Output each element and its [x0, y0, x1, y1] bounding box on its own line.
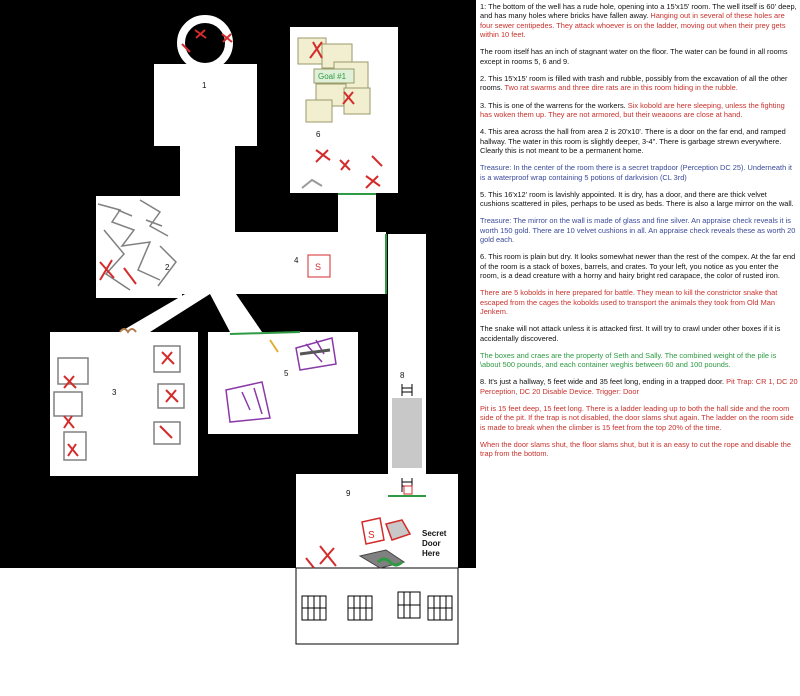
note-text: Two rat swarms and three dire rats are in this room hiding in the rubble. [504, 83, 738, 93]
room-label-5: 5 [284, 369, 289, 378]
note-text: Treasure: The mirror on the wall is made of glass and fine silver. An appraise check reveals it is worth 150 gold. There are 10 velvet cushions in all. An appraise check reveals these as worth 20 gold each. [480, 216, 796, 245]
note-text: Treasure: In the center of the room there is a secret trapdoor (Perception DC 25). Underneath it is a waterproof wrap containing 5 potions of darkvision (CL 3rd) [480, 163, 792, 182]
note-paragraph [480, 216, 798, 244]
note-text: 1: The bottom of the well has a rude hole, opening into a 15'x15' room. The well itself is 60' deep, and has many holes where bricks have fallen away. [480, 2, 797, 21]
note-text: 2. This 15'x15' room is filled with trash and rubble, possibly from the excavation of all the other rooms. [480, 74, 788, 93]
room-label-3: 3 [112, 388, 117, 397]
room-5[interactable] [208, 332, 358, 434]
room-label-2: 2 [165, 263, 170, 272]
note-text: Pit Trap: CR 1, DC 20 Perception, DC 20 Disable Device. Trigger: Door [480, 377, 798, 396]
note-text: 4. This area across the hall from area 2 is 20'x10'. There is a door on the far end, and ramped hallway. The water in this room is slightly deeper, 3-4". There is garbage strewn everywhere. Clearly this is not meant to be a permanent home. [480, 127, 786, 155]
note-text: The room itself has an inch of stagnant water on the floor. The water can be found in all rooms except in rooms 5, 6 and 9. [480, 47, 788, 66]
note-text: Pit is 15 feet deep, 15 feet long. There is a ladder leading up to both the hall side and the room side of the pit. If the trap is not disabled, the door slams shut again. The ladder on the room side is made to break when the climber is 15 feet from the top 20% of the time. [480, 403, 794, 432]
corridor-1-4[interactable] [180, 146, 235, 236]
note-paragraph [480, 324, 798, 343]
note-paragraph [480, 288, 798, 316]
note-text: 8. It's just a hallway, 5 feet wide and 35 feet long, ending in a trapped door. [480, 377, 727, 387]
note-paragraph [480, 377, 798, 396]
secret-door-label-line-1: Secret [422, 529, 447, 538]
note-text: Six kobold are here sleeping, unless the fighting has woken them up. They are not armored, but their weaoons are close at hand. [480, 100, 785, 119]
note-text: 6. This room is plain but dry. It looks somewhat newer than the rest of the compex. At the far end of the room is a stack of boxes, barrels, and crates. To your left, you notice as you enter the room, is a dead creature with a horny and hairy bright red carapace, the color of rusted iron. [480, 252, 796, 281]
note-paragraph [480, 440, 798, 459]
note-paragraph [480, 252, 798, 280]
note-paragraph [480, 404, 798, 432]
note-paragraph [480, 47, 798, 66]
note-paragraph [480, 101, 798, 120]
room-1[interactable] [154, 64, 257, 146]
room-2[interactable] [96, 196, 182, 298]
trapdoor-label: S [315, 262, 322, 272]
secret-door-label-line-2: Door [422, 539, 441, 548]
room-label-1: 1 [202, 81, 207, 90]
note-text: There are 5 kobolds in here prepared for battle. They mean to kill the constrictor snake that escaped from the cages the kobolds used to transport the animals they took from Old Man Jenkem. [480, 288, 778, 317]
note-paragraph [480, 74, 798, 93]
room-3[interactable] [50, 332, 198, 476]
note-text: Hanging out in several of these holes are four sewer centipedes. They attack whoever is on the ladder, moving out when their prey gets within 10 feet. [480, 11, 786, 40]
room-notes [480, 2, 798, 466]
secret-box-label: S [368, 530, 375, 541]
goal-label: Goal #1 [318, 72, 347, 81]
secret-door-label-line-3: Here [422, 549, 440, 558]
note-paragraph [480, 127, 798, 155]
note-text: The snake will not attack unless it is attacked first. It will try to crawl under other boxes if it is accidentally discovered. [480, 324, 781, 343]
room-4[interactable] [186, 232, 386, 294]
pit-trap[interactable] [392, 398, 422, 468]
room-label-6: 6 [316, 130, 321, 139]
note-paragraph [480, 2, 798, 40]
note-text: The boxes and craes are the property of Seth and Sally. The combined weight of the pile is \about 500 pounds, and each container weghis between 60 and 100 pounds. [480, 350, 777, 370]
room-label-9: 9 [346, 489, 351, 498]
note-text: 3. This is one of the warrens for the workers. [480, 100, 628, 110]
note-paragraph [480, 351, 798, 370]
note-paragraph [480, 163, 798, 182]
corridor-6-4[interactable] [338, 193, 376, 235]
room-label-8: 8 [400, 371, 405, 380]
note-text: 5. This 16'x12' room is lavishly appointed. It is dry, has a door, and there are thick velvet cushions scattered in piles, perhaps to be used as beds. There is also a large mirror on the wall. [480, 189, 794, 209]
note-text: When the door slams shut, the floor slams shut, but it is an easy to cut the rope and disable the trap from the bottom. [480, 439, 791, 459]
note-paragraph [480, 190, 798, 209]
room-label-4: 4 [294, 256, 299, 265]
